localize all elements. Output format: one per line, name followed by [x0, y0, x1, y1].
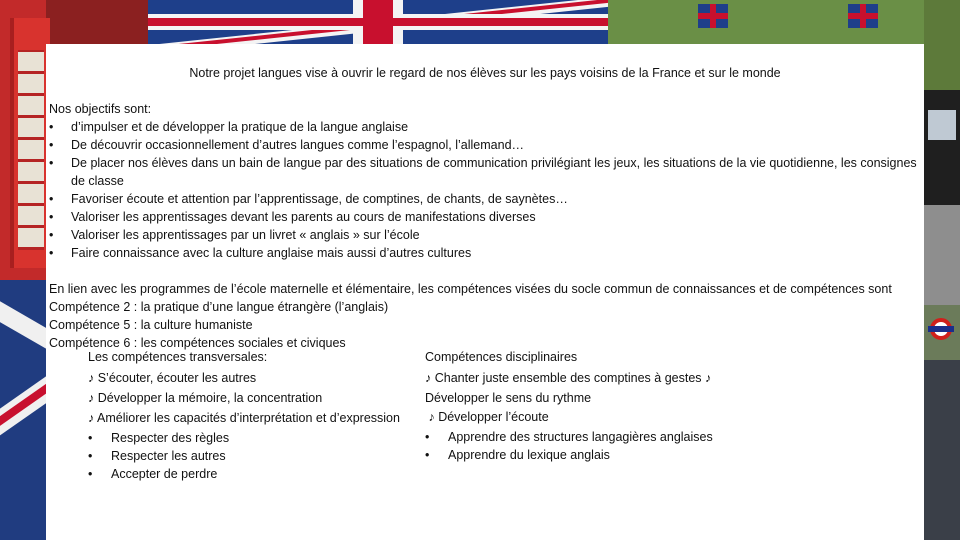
- list-item: • Accepter de perdre: [88, 467, 218, 481]
- small-flag-icon: [848, 4, 878, 28]
- note-item: Développer le sens du rythme: [425, 391, 592, 405]
- list-item: • Favoriser écoute et attention par l’apprentissage, de comptines, de chants, de saynètes…: [49, 192, 568, 206]
- objectives-heading: Nos objectifs sont:: [49, 102, 152, 116]
- note-item: ♪ Chanter juste ensemble des comptines à gestes ♪: [425, 371, 712, 385]
- note-item: ♪ Développer la mémoire, la concentration: [88, 391, 323, 405]
- competences-list: [49, 298, 919, 351]
- list-item: • d’impulser et de développer la pratique de la langue anglaise: [49, 120, 409, 134]
- competence-item: Compétence 2 : la pratique d’une langue étrangère (l’anglais): [49, 300, 389, 314]
- list-item: • Respecter les autres: [88, 449, 226, 463]
- union-jack-flag-left: [0, 280, 46, 540]
- disciplinary-skills-column: [425, 350, 745, 466]
- list-item: • Apprendre des structures langagières anglaises: [425, 430, 713, 444]
- competence-item: Compétence 5 : la culture humaniste: [49, 318, 253, 332]
- list-item: • Valoriser les apprentissages devant les parents au cours de manifestations diverses: [49, 210, 536, 224]
- disciplinary-heading: Compétences disciplinaires: [425, 350, 578, 364]
- transversal-skills-column: [88, 350, 418, 485]
- intro-text: Notre projet langues vise à ouvrir le regard de nos élèves sur les pays voisins de la France et sur le monde: [189, 66, 781, 80]
- list-item: • De placer nos élèves dans un bain de langue par des situations de communication privilégiant les jeux, les situations de la vie quotidienne, les consignes de classe: [49, 156, 917, 188]
- competences-lead: En lien avec les programmes de l’école maternelle et élémentaire, les compétences visées du socle commun de connaissances et de compétences sont: [49, 282, 892, 296]
- union-jack-flag-top: [148, 0, 608, 44]
- competence-item: Compétence 6 : les compétences sociales et civiques: [49, 336, 346, 350]
- list-item: • De découvrir occasionnellement d’autres langues comme l’espagnol, l’allemand…: [49, 138, 525, 152]
- background-photo-top-left: [46, 0, 148, 44]
- note-item: ♪ Améliorer les capacités d’interprétation et d’expression: [88, 411, 400, 425]
- taxi-image: [924, 90, 960, 205]
- list-item: • Apprendre du lexique anglais: [425, 448, 610, 462]
- background-photo-trees-flags: [608, 0, 924, 44]
- list-item: • Valoriser les apprentissages par un livret « anglais » sur l’école: [49, 228, 420, 242]
- small-flag-icon: [698, 4, 728, 28]
- objectives-list: [49, 118, 919, 262]
- note-item: ♪ S’écouter, écouter les autres: [88, 371, 257, 385]
- list-item: • Faire connaissance avec la culture anglaise mais aussi d’autres cultures: [49, 246, 472, 260]
- content-panel: [46, 44, 924, 540]
- main-text-block: [49, 100, 919, 351]
- list-item: • Respecter des règles: [88, 431, 230, 445]
- transversal-heading: Les compétences transversales:: [88, 350, 268, 364]
- background-phone-booth-strip: [0, 0, 46, 540]
- background-street-strip: [924, 0, 960, 540]
- note-item: ♪ Développer l’écoute: [425, 410, 549, 424]
